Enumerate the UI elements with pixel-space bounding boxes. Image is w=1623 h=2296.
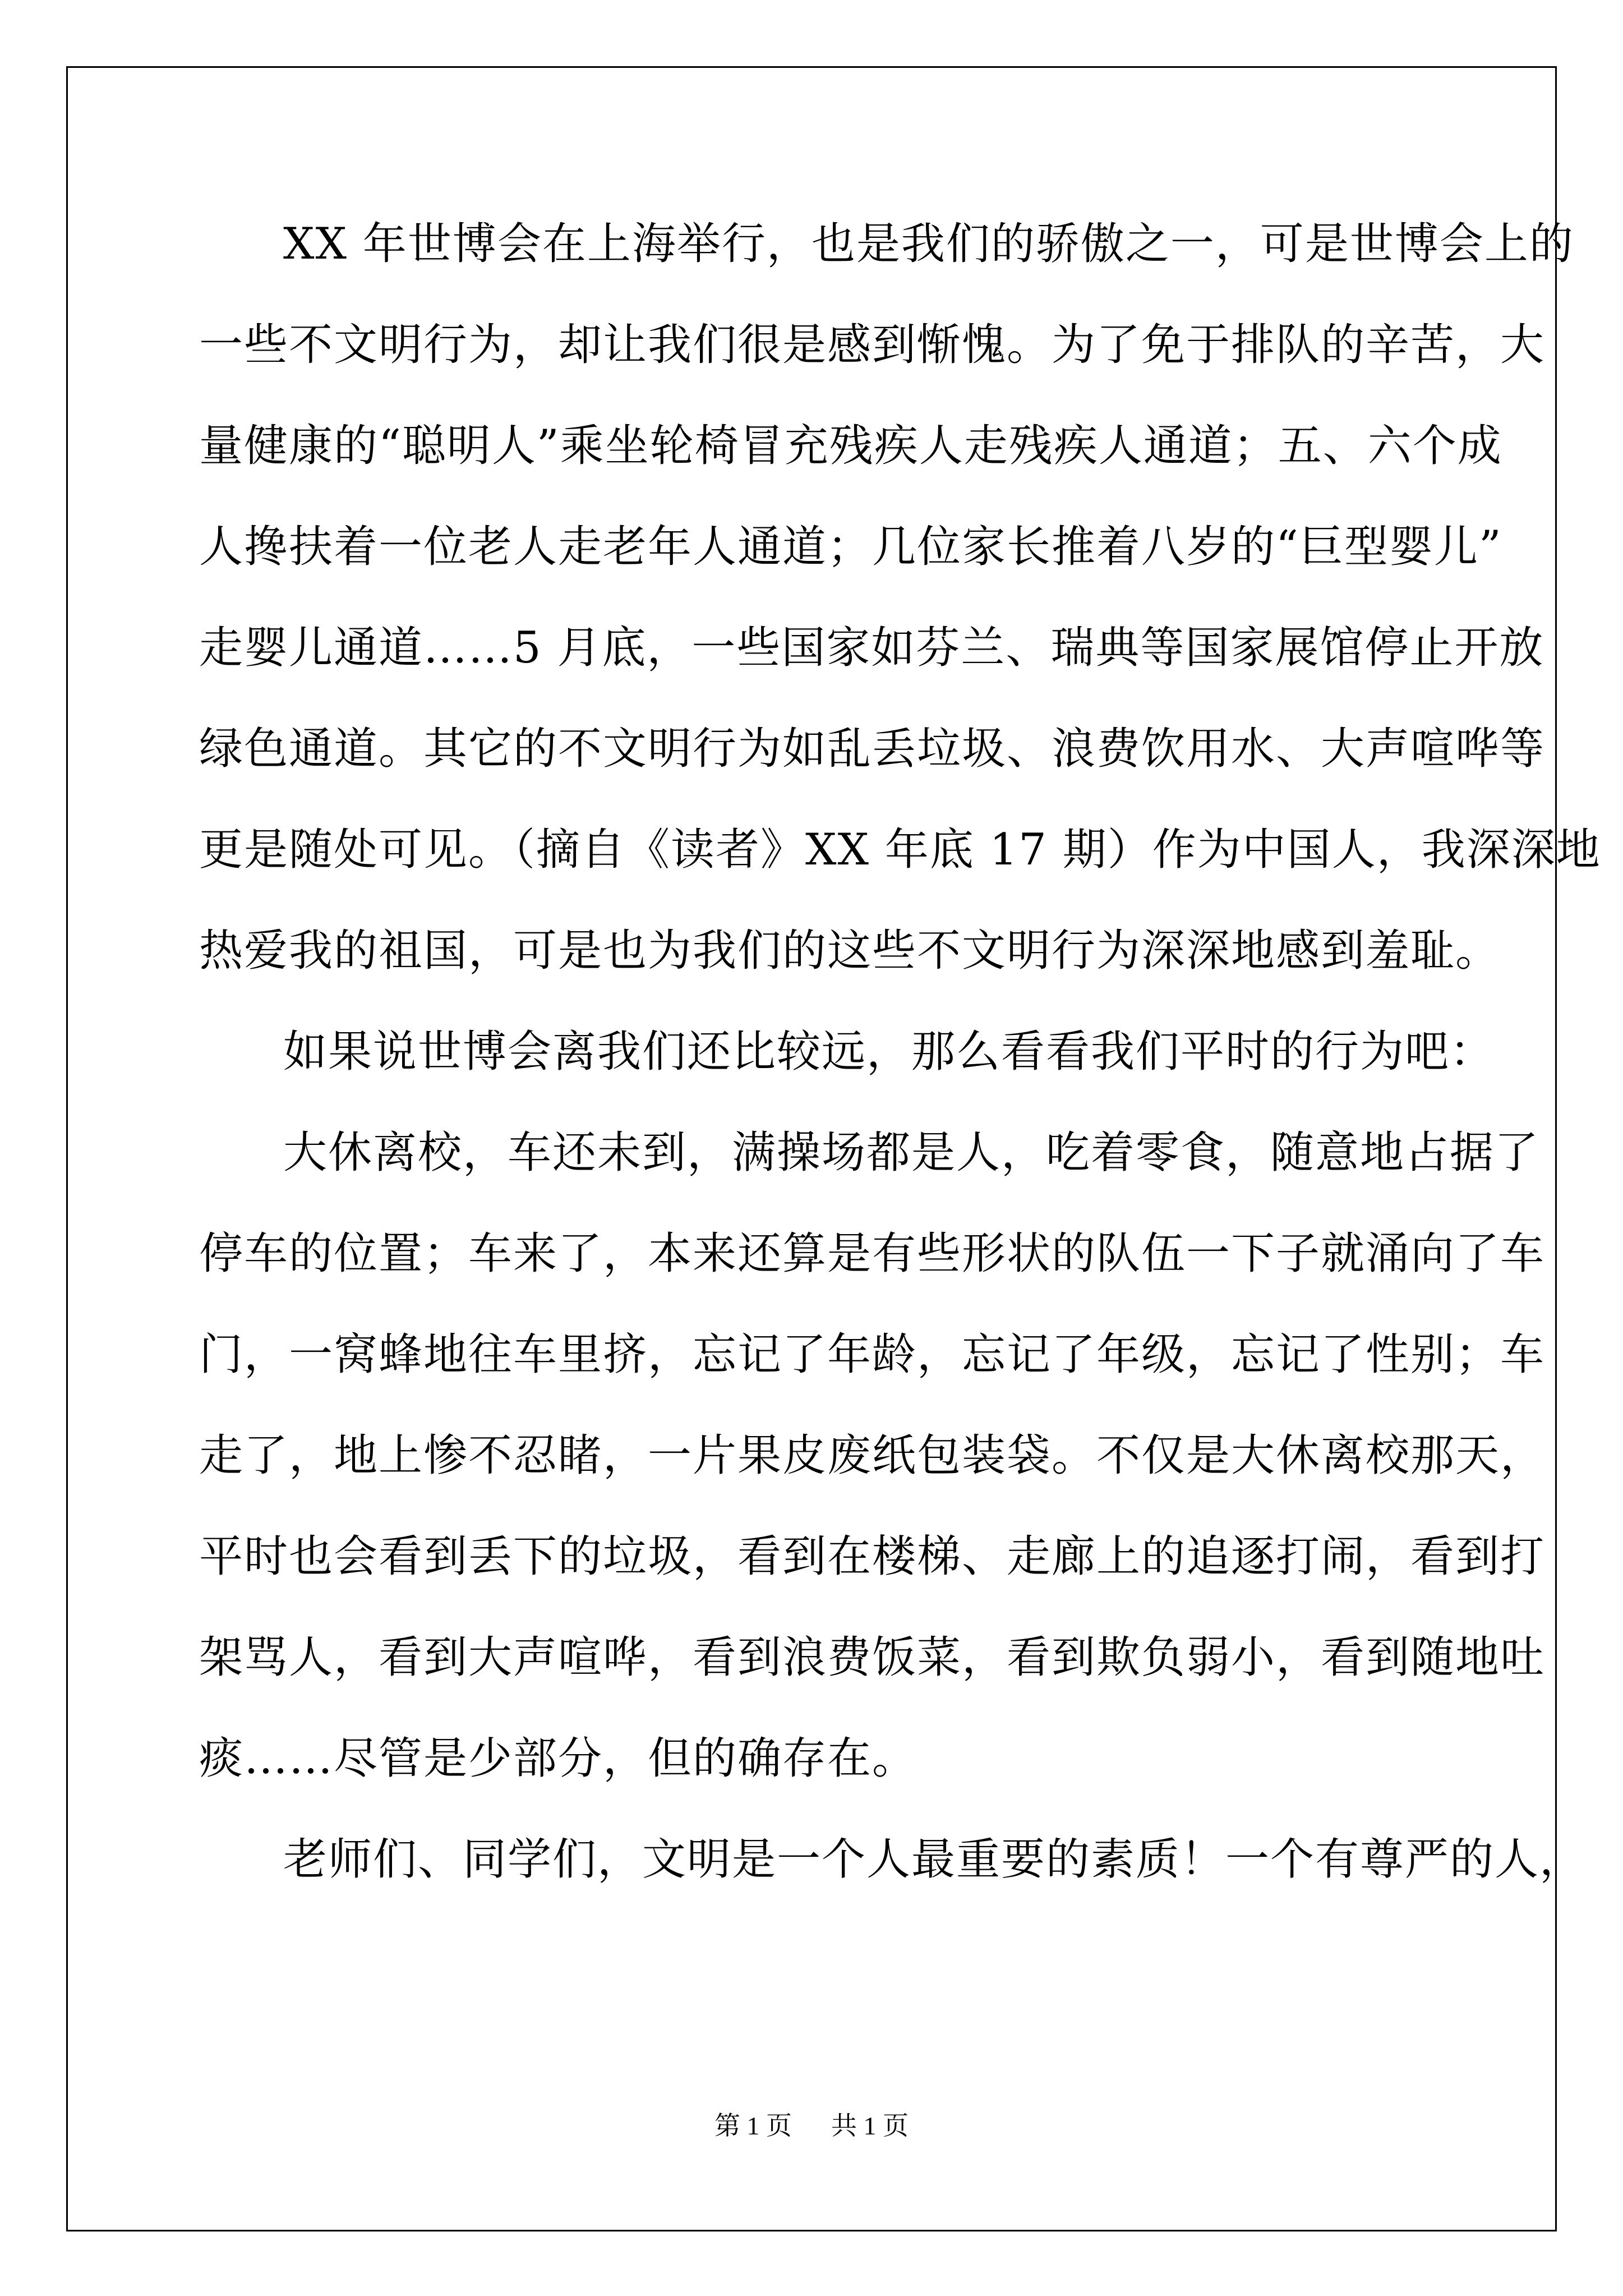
page-footer bbox=[0, 2109, 1623, 2143]
text-line: 走了，地上惨不忍睹，一片果皮废纸包装袋。不仅是大休离校那天， bbox=[199, 1430, 1546, 1481]
text-line: 热爱我的祖国，可是也为我们的这些不文明行为深深地感到羞耻。 bbox=[199, 926, 1501, 976]
text-line: 架骂人，看到大声喧哗，看到浪费饭菜，看到欺负弱小，看到随地吐 bbox=[199, 1632, 1546, 1683]
text-line: 门，一窝蜂地往车里挤，忘记了年龄，忘记了年级，忘记了性别；车 bbox=[199, 1329, 1546, 1380]
text-line: 人搀扶着一位老人走老年人通道；几位家长推着八岁的“巨型婴儿” bbox=[199, 522, 1502, 572]
text-line: 大休离校，车还未到，满操场都是人，吃着零食，随意地占据了 bbox=[283, 1128, 1540, 1178]
text-line: 量健康的“聪明人”乘坐轮椅冒充残疾人走残疾人通道；五、六个成 bbox=[199, 421, 1502, 471]
text-line: 老师们、同学们，文明是一个人最重要的素质！一个有尊严的人， bbox=[283, 1834, 1585, 1885]
page-total: 共 1 页 bbox=[831, 2111, 909, 2140]
text-line: 更是随处可见。（摘自《读者》XX 年底 17 期）作为中国人，我深深地 bbox=[199, 825, 1601, 875]
document-body bbox=[199, 194, 1601, 1910]
text-line: 痰……尽管是少部分，但的确存在。 bbox=[199, 1733, 917, 1784]
text-line: 一些不文明行为，却让我们很是感到惭愧。为了免于排队的辛苦，大 bbox=[199, 320, 1546, 370]
text-line: 绿色通道。其它的不文明行为如乱丢垃圾、浪费饮用水、大声喧哗等 bbox=[199, 724, 1546, 774]
text-line: 如果说世博会离我们还比较远，那么看看我们平时的行为吧： bbox=[283, 1027, 1495, 1077]
text-line: 平时也会看到丢下的垃圾，看到在楼梯、走廊上的追逐打闹，看到打 bbox=[199, 1531, 1546, 1582]
text-line: XX 年世博会在上海举行，也是我们的骄傲之一，可是世博会上的 bbox=[283, 219, 1574, 269]
text-line: 停车的位置；车来了，本来还算是有些形状的队伍一下子就涌向了车 bbox=[199, 1228, 1546, 1279]
text-line: 走婴儿通道……5 月底，一些国家如芬兰、瑞典等国家展馆停止开放 bbox=[199, 623, 1544, 673]
page-number: 第 1 页 bbox=[714, 2111, 792, 2140]
